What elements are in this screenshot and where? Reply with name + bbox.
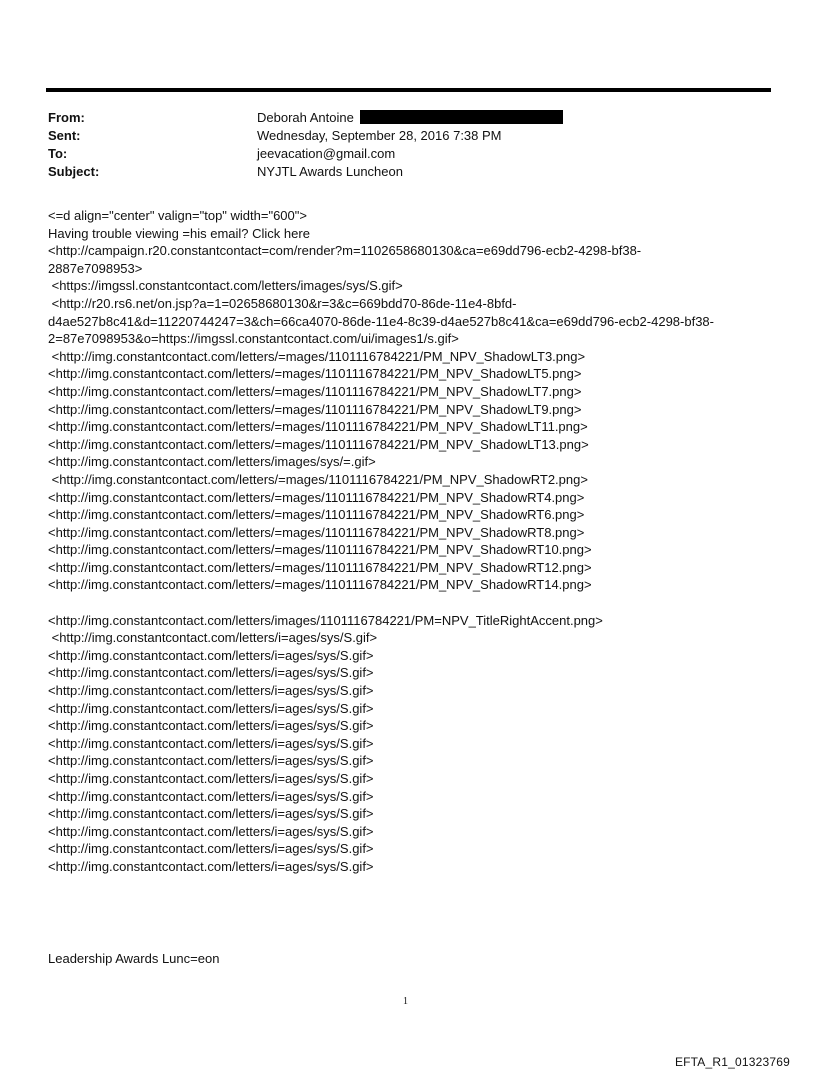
body-line: <http://img.constantcontact.com/letters/i=ages/sys/S.gif> <box>48 806 374 822</box>
redaction-box <box>360 110 563 124</box>
body-line: <http://img.constantcontact.com/letters/i=ages/sys/S.gif> <box>48 753 374 769</box>
body-line: <http://campaign.r20.constantcontact=com/render?m=1102658680130&ca=e69dd796-ecb2-4298-bf38- <box>48 243 642 259</box>
body-line: <http://img.constantcontact.com/letters/=mages/1101116784221/PM_NPV_ShadowLT3.png> <box>48 348 586 364</box>
from-label: From: <box>48 110 85 125</box>
body-line: <http://img.constantcontact.com/letters/i=ages/sys/S.gif> <box>48 788 374 804</box>
body-line: Having trouble viewing =his email? Click here <box>48 225 310 241</box>
body-line: <http://img.constantcontact.com/letters/images/sys/=.gif> <box>48 454 376 470</box>
sent-row <box>48 127 563 145</box>
body-line: 2=87e7098953&o=https://imgssl.constantcontact.com/ui/images1/s.gif> <box>48 331 459 347</box>
body-line: <http://img.constantcontact.com/letters/=mages/1101116784221/PM_NPV_ShadowLT7.png> <box>48 383 582 399</box>
body-line: <http://img.constantcontact.com/letters/i=ages/sys/S.gif> <box>48 683 374 699</box>
to-row <box>48 145 563 163</box>
subject-label: Subject: <box>48 164 100 179</box>
body-line: <http://img.constantcontact.com/letters/i=ages/sys/S.gif> <box>48 858 374 874</box>
body-line: <http://r20.rs6.net/on.jsp?a=1=02658680130&r=3&c=669bdd70-86de-11e4-8bfd- <box>48 295 517 311</box>
email-header <box>48 109 563 181</box>
closing-line: Leadership Awards Lunc=eon <box>48 951 220 966</box>
body-line: <http://img.constantcontact.com/letters/=mages/1101116784221/PM_NPV_ShadowRT14.png> <box>48 577 592 593</box>
body-line: <http://img.constantcontact.com/letters/=mages/1101116784221/PM_NPV_ShadowLT5.png> <box>48 366 582 382</box>
body-line: <http://img.constantcontact.com/letters/i=ages/sys/S.gif> <box>48 700 374 716</box>
body-line: <http://img.constantcontact.com/letters/i=ages/sys/S.gif> <box>48 841 374 857</box>
body-line: <https://imgssl.constantcontact.com/letters/images/sys/S.gif> <box>48 278 403 294</box>
sent-label: Sent: <box>48 128 81 143</box>
body-line: <http://img.constantcontact.com/letters/i=ages/sys/S.gif> <box>48 735 374 751</box>
bates-number: EFTA_R1_01323769 <box>674 1055 790 1069</box>
body-line: <http://img.constantcontact.com/letters/images/1101116784221/PM=NPV_TitleRightAccent.png> <box>48 612 603 628</box>
blank-line <box>48 594 788 612</box>
sent-value: Wednesday, September 28, 2016 7:38 PM <box>257 128 502 143</box>
body-line: <http://img.constantcontact.com/letters/=mages/1101116784221/PM_NPV_ShadowRT2.png> <box>48 471 588 487</box>
body-line: <http://img.constantcontact.com/letters/i=ages/sys/S.gif> <box>48 718 374 734</box>
body-line: <http://img.constantcontact.com/letters/=mages/1101116784221/PM_NPV_ShadowRT12.png> <box>48 559 592 575</box>
body-line: <http://img.constantcontact.com/letters/i=ages/sys/S.gif> <box>48 630 378 646</box>
email-body <box>48 207 788 876</box>
body-line: <=d align="center" valign="top" width="600"> <box>48 208 307 223</box>
to-value: jeevacation@gmail.com <box>257 146 396 161</box>
body-line: d4ae527b8c41&d=11220744247=3&ch=66ca4070-86de-11e4-8c39-d4ae527b8c41&ca=e69dd796-ecb2-4298-bf38- <box>48 313 714 329</box>
sender-name: Deborah Antoine <box>257 110 354 125</box>
body-line: <http://img.constantcontact.com/letters/=mages/1101116784221/PM_NPV_ShadowRT10.png> <box>48 542 592 558</box>
to-label: To: <box>48 146 68 161</box>
page-number: 1 <box>403 996 408 1007</box>
body-line: <http://img.constantcontact.com/letters/=mages/1101116784221/PM_NPV_ShadowRT4.png> <box>48 489 585 505</box>
from-row <box>48 109 563 127</box>
body-line: <http://img.constantcontact.com/letters/=mages/1101116784221/PM_NPV_ShadowLT9.png> <box>48 401 582 417</box>
body-line: <http://img.constantcontact.com/letters/i=ages/sys/S.gif> <box>48 647 374 663</box>
body-line: <http://img.constantcontact.com/letters/i=ages/sys/S.gif> <box>48 771 374 786</box>
header-rule <box>46 88 771 92</box>
body-line: <http://img.constantcontact.com/letters/=mages/1101116784221/PM_NPV_ShadowLT13.png> <box>48 436 589 452</box>
body-line: <http://img.constantcontact.com/letters/i=ages/sys/S.gif> <box>48 665 374 681</box>
body-line: <http://img.constantcontact.com/letters/=mages/1101116784221/PM_NPV_ShadowLT11.png> <box>48 419 588 435</box>
body-line: 2887e7098953> <box>48 260 143 276</box>
from-value <box>257 109 563 127</box>
body-line: <http://img.constantcontact.com/letters/i=ages/sys/S.gif> <box>48 823 374 839</box>
body-line: <http://img.constantcontact.com/letters/=mages/1101116784221/PM_NPV_ShadowRT8.png> <box>48 524 585 540</box>
body-line: <http://img.constantcontact.com/letters/=mages/1101116784221/PM_NPV_ShadowRT6.png> <box>48 507 585 523</box>
subject-row <box>48 163 563 181</box>
subject-value: NYJTL Awards Luncheon <box>257 164 403 179</box>
